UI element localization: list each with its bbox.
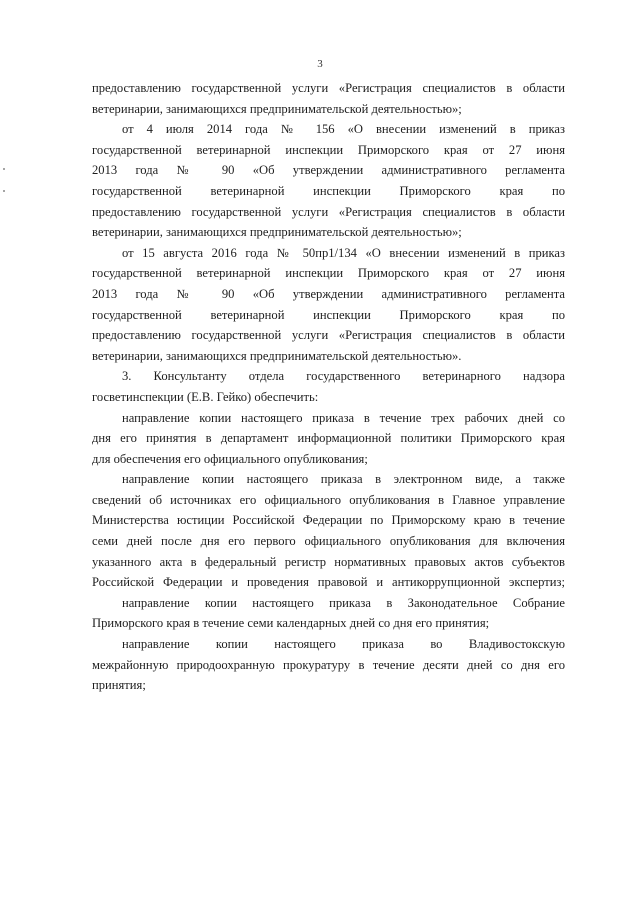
text-line: направление копии настоящего приказа в Законодательное Собрание bbox=[122, 595, 565, 610]
text-line: от 4 июля 2014 года № 156 «О внесении изменений в приказ bbox=[122, 122, 565, 137]
document-body bbox=[92, 78, 565, 696]
text-line: направление копии настоящего приказа во Владивостокскую bbox=[122, 637, 565, 652]
text-line: для обеспечения его официального опубликования; bbox=[92, 451, 368, 466]
page-number: 3 bbox=[317, 58, 323, 70]
text-line: Министерства юстиции Российской Федерации по Приморскому краю в течение bbox=[92, 513, 565, 528]
text-line: Приморского края в течение семи календарных дней со дня его принятия; bbox=[92, 616, 490, 631]
text-line: сведений об источниках его официального опубликования в Главное управление bbox=[92, 492, 565, 507]
scan-mark bbox=[3, 168, 5, 170]
text-line: от 15 августа 2016 года № 50пр1/134 «О внесении изменений в приказ bbox=[122, 245, 565, 260]
text-line: государственной ветеринарной инспекции Приморского края от 27 июня bbox=[92, 266, 565, 281]
text-line: 2013 года № 90 «Об утверждении административного регламента bbox=[92, 163, 565, 178]
text-line: ветеринарии, занимающихся предпринимательской деятельностью». bbox=[92, 348, 462, 363]
text-line: государственной ветеринарной инспекции Приморского края по bbox=[92, 183, 565, 198]
text-line: семи дней после дня его первого официального опубликования для включения bbox=[92, 534, 565, 549]
text-line: направление копии настоящего приказа в течение трех рабочих дней со bbox=[122, 410, 565, 425]
text-line: Российской Федерации и проведения правовой и антикоррупционной экспертиз; bbox=[92, 575, 565, 590]
text-line: принятия; bbox=[92, 678, 146, 693]
text-line: дня его принятия в департамент информационной политики Приморского края bbox=[92, 431, 565, 446]
text-line: 3. Консультанту отдела государственного ветеринарного надзора bbox=[122, 369, 565, 384]
text-line: государственной ветеринарной инспекции Приморского края по bbox=[92, 307, 565, 322]
scan-mark bbox=[3, 190, 5, 192]
text-line: предоставлению государственной услуги «Регистрация специалистов в области bbox=[92, 81, 565, 95]
text-line: предоставлению государственной услуги «Регистрация специалистов в области bbox=[92, 328, 565, 343]
text-line: ветеринарии, занимающихся предпринимательской деятельностью»; bbox=[92, 225, 462, 240]
text-line: указанного акта в федеральный регистр нормативных правовых актов субъектов bbox=[92, 554, 565, 569]
text-line: госветинспекции (Е.В. Гейко) обеспечить: bbox=[92, 389, 319, 404]
text-line: государственной ветеринарной инспекции Приморского края от 27 июня bbox=[92, 142, 565, 157]
text-line: ветеринарии, занимающихся предпринимательской деятельностью»; bbox=[92, 101, 462, 116]
text-line: предоставлению государственной услуги «Регистрация специалистов в области bbox=[92, 204, 565, 219]
text-line: межрайонную природоохранную прокуратуру в течение десяти дней со дня его bbox=[92, 657, 565, 672]
text-line: 2013 года № 90 «Об утверждении административного регламента bbox=[92, 286, 565, 301]
text-line: направление копии настоящего приказа в электронном виде, а также bbox=[122, 472, 565, 487]
